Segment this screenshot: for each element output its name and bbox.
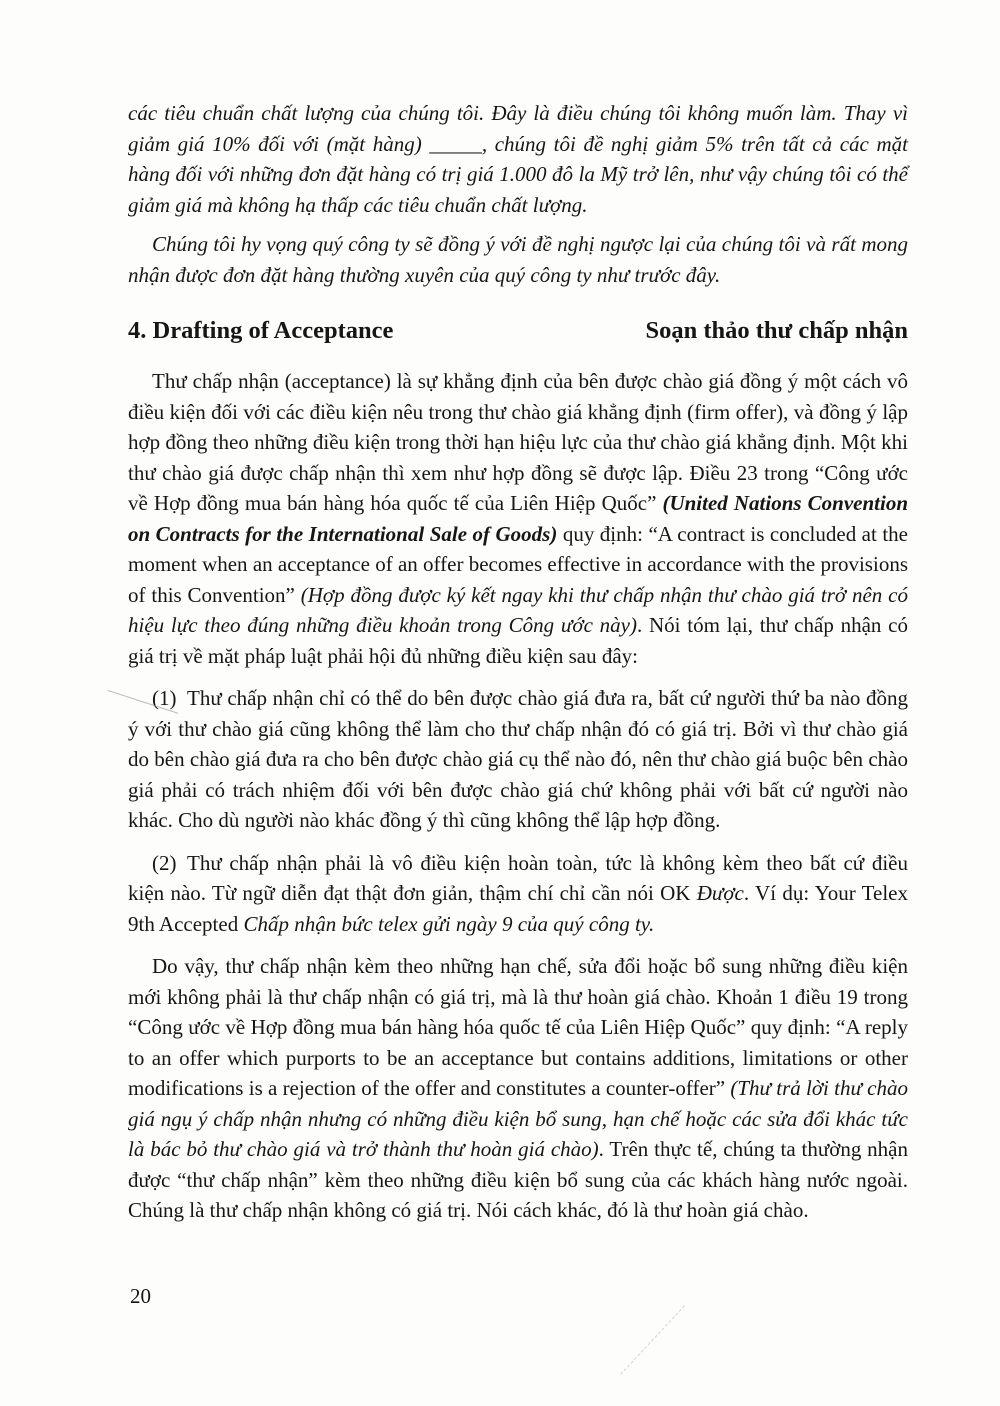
text-segment: . Ví dụ: Your Telex 9th Accepted [128,881,908,936]
text-segment: . Trên thực tế, chúng ta thường nhận được “thư chấp nhận” kèm theo những điều kiện bổ sung của các khách hàng nước ngoài. Chúng là thư chấp nhận không có giá trị. Nói cách khác, đó là thư hoàn giá chào. [128,1137,908,1222]
text-segment-telex-translation: Chấp nhận bức telex gửi ngày 9 của quý công ty. [243,911,655,936]
text-block [128,98,908,1226]
page-crease-mark [620,1305,685,1374]
section-heading-vietnamese: Soạn thảo thư chấp nhận [645,317,908,344]
text-segment: Do vậy, thư chấp nhận kèm theo những hạn chế, sửa đổi hoặc bổ sung những điều kiện mới không phải là thư chấp nhận có giá trị, mà là thư hoàn giá chào. Khoản 1 điều 19 trong “Công ước về Hợp đồng mua bán hàng hóa quốc tế của Liên Hiệp Quốc” quy định: “A reply to an offer which purports to be an acceptance but contains additions, limitations or other modifications is a rejection of the offer and constitutes a counter-offer” [128,954,908,1100]
text-segment-convention-title: (United Nations Convention on Contracts for the International Sale of Goods) [128,491,908,546]
section-heading [128,316,908,346]
text-segment: (2) Thư chấp nhận phải là vô điều kiện hoàn toàn, tức là không kèm theo bất cứ điều kiện nào. Từ ngữ diễn đạt thật đơn giản, thậm chí chỉ cần nói OK [128,850,908,905]
paragraph-counter-offer [128,951,908,1226]
text-segment: Thư chấp nhận (acceptance) là sự khẳng định của bên được chào giá đồng ý một cách vô điều kiện đối với các điều kiện nêu trong thư chào giá khẳng định (firm offer), và đồng ý lập hợp đồng theo những điều kiện trong thời hạn hiệu lực của thư chào giá khẳng định. Một khi thư chào giá được chấp nhận thì xem như hợp đồng sẽ được lập. Điều 23 trong “Công ước về Hợp đồng mua bán hàng hóa quốc tế của Liên Hiệp Quốc” [128,369,908,515]
paragraph-acceptance-definition [128,366,908,671]
text-segment-vietnamese-translation: (Hợp đồng được ký kết ngay khi thư chấp nhận thư chào giá trở nên có hiệu lực theo đúng những điều khoản trong Công ước này) [128,582,908,637]
list-item-2 [128,848,908,940]
text-segment-reply-translation: (Thư trả lời thư chào giá ngụ ý chấp nhận nhưng có những điều kiện bổ sung, hạn chế hoặc các sửa đổi khác tức là bác bỏ thư chào giá và trở thành thư hoàn giá chào) [128,1076,908,1161]
list-item-1: (1) Thư chấp nhận chỉ có thể do bên được chào giá đưa ra, bất cứ người thứ ba nào đồng ý với thư chào giá cũng không thể làm cho thư chấp nhận đó có giá trị. Bởi vì thư chào giá do bên chào giá đưa ra cho bên được chào giá cụ thể nào đó, nên thư chào giá buộc bên chào giá phải có trách nhiệm đối với bên được chào giá chứ không phải với bất cứ người nào khác. Cho dù người nào khác đồng ý thì cũng không thể lập hợp đồng. [128,686,908,832]
text-segment-italic: Được [696,881,744,905]
text-segment: . Nói tóm lại, thư chấp nhận có giá trị về mặt pháp luật phải hội đủ những điều kiện sau đây: [128,613,908,668]
intro-paragraph-1: các tiêu chuẩn chất lượng của chúng tôi. Đây là điều chúng tôi không muốn làm. Thay vì giảm giá 10% đối với (mặt hàng) _____, chúng tôi đề nghị giảm 5% trên tất cả các mặt hàng đối với những đơn đặt hàng có trị giá 1.000 đô la Mỹ trở lên, như vậy chúng tôi có thể giảm giá mà không hạ thấp các tiêu chuẩn chất lượng. [128,101,908,217]
page-number: 20 [130,1284,151,1308]
text-segment: quy định: “A contract is concluded at the moment when an acceptance of an offer becomes effective in accordance with the provisions of this Convention” [128,521,908,607]
section-heading-english: 4. Drafting of Acceptance [128,317,394,344]
intro-paragraph-2: Chúng tôi hy vọng quý công ty sẽ đồng ý với đề nghị ngược lại của chúng tôi và rất mong nhận được đơn đặt hàng thường xuyên của quý công ty như trước đây. [128,232,908,287]
